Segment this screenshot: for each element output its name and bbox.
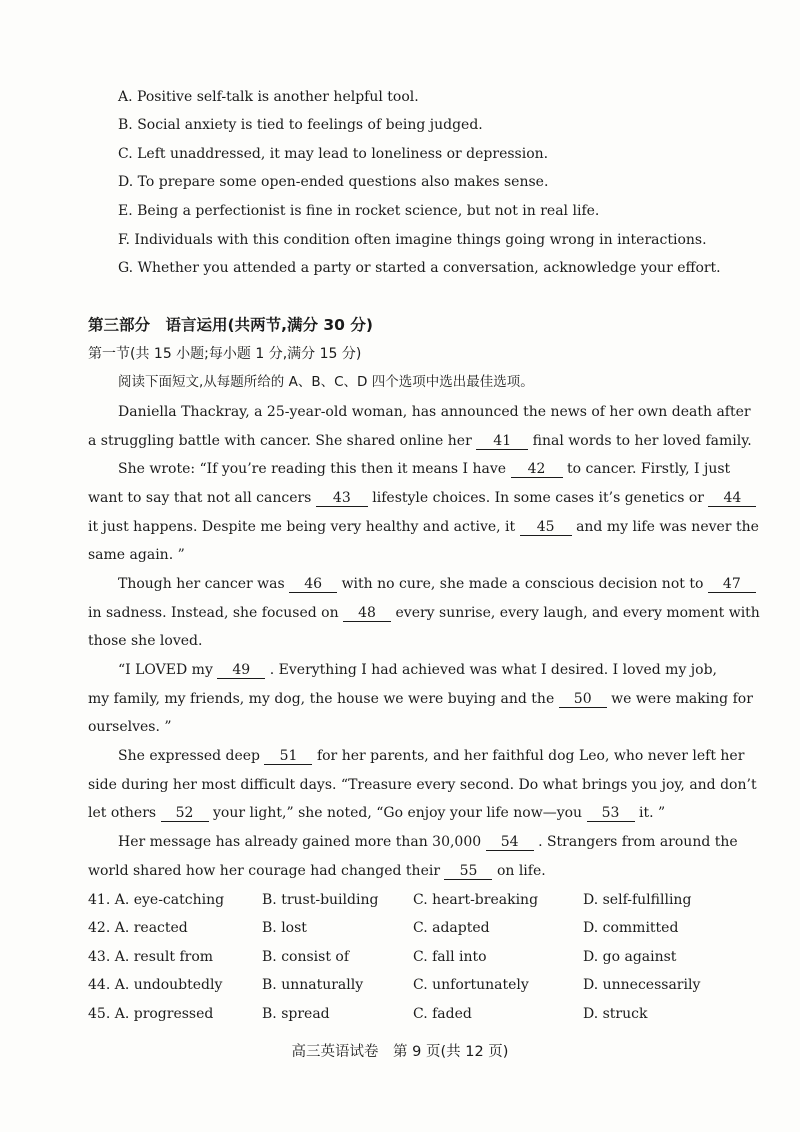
instruction: 阅读下面短文,从每题所给的 A、B、C、D 四个选项中选出最佳选项。 xyxy=(118,374,534,390)
blank-49: 49 xyxy=(217,662,265,679)
option-e: E. Being a perfectionist is fine in rocket science, but not in real life. xyxy=(118,203,600,219)
passage-line: my family, my friends, my dog, the house we were buying and the 50 we were making for xyxy=(88,691,753,707)
option-f: F. Individuals with this condition often imagine things going wrong in interactions. xyxy=(118,232,707,248)
blank-51: 51 xyxy=(264,748,312,765)
passage-line: She expressed deep 51 for her parents, and her faithful dog Leo, who never left her xyxy=(118,748,745,764)
blank-42: 42 xyxy=(511,461,563,478)
passage-line: want to say that not all cancers 43 lifestyle choices. In some cases it’s genetics or 44 xyxy=(88,488,756,508)
blank-41: 41 xyxy=(476,433,528,450)
blank-52: 52 xyxy=(161,805,209,822)
passage-line: ourselves. ” xyxy=(88,719,172,735)
choice-a: 41. A. eye-catching xyxy=(88,892,225,908)
choice-d: D. go against xyxy=(583,949,677,965)
part-heading: 第三部分 语言运用(共两节,满分 30 分) xyxy=(88,316,373,334)
choice-c: C. heart-breaking xyxy=(413,892,539,908)
choice-d: D. committed xyxy=(583,920,679,936)
passage-line: those she loved. xyxy=(88,633,203,649)
option-g: G. Whether you attended a party or started a conversation, acknowledge your effort. xyxy=(118,260,721,276)
choice-a: 44. A. undoubtedly xyxy=(88,977,223,993)
choice-a: 42. A. reacted xyxy=(88,920,188,936)
choice-b: B. consist of xyxy=(262,949,350,965)
blank-48: 48 xyxy=(343,605,391,622)
choice-b: B. unnaturally xyxy=(262,977,364,993)
choice-a: 43. A. result from xyxy=(88,949,214,965)
choice-b: B. trust-building xyxy=(262,892,379,908)
page-footer: 高三英语试卷 第 9 页(共 12 页) xyxy=(291,1044,509,1060)
choice-c: C. unfortunately xyxy=(413,977,529,993)
option-d: D. To prepare some open-ended questions also makes sense. xyxy=(118,174,549,190)
passage-line: a struggling battle with cancer. She shared online her 41 final words to her loved family. xyxy=(88,433,752,449)
choice-c: C. fall into xyxy=(413,949,487,965)
section-heading: 第一节(共 15 小题;每小题 1 分,满分 15 分) xyxy=(88,346,362,362)
passage-line: same again. ” xyxy=(88,547,185,563)
blank-53: 53 xyxy=(587,805,635,822)
blank-55: 55 xyxy=(444,863,492,880)
passage-line: Though her cancer was 46 with no cure, she made a conscious decision not to 47 xyxy=(118,574,756,594)
choice-c: C. faded xyxy=(413,1006,472,1022)
choice-b: B. spread xyxy=(262,1006,330,1022)
blank-44: 44 xyxy=(708,490,756,507)
choice-a: 45. A. progressed xyxy=(88,1006,214,1022)
option-b: B. Social anxiety is tied to feelings of being judged. xyxy=(118,117,483,133)
passage-line: side during her most difficult days. “Treasure every second. Do what brings you joy, and don’t xyxy=(88,777,757,793)
passage-line: let others 52 your light,” she noted, “Go enjoy your life now—you 53 it. ” xyxy=(88,805,666,821)
blank-47: 47 xyxy=(708,576,756,593)
option-c: C. Left unaddressed, it may lead to loneliness or depression. xyxy=(118,146,549,162)
blank-46: 46 xyxy=(289,576,337,593)
passage-line: “I LOVED my 49 . Everything I had achieved was what I desired. I loved my job, xyxy=(118,662,717,678)
choice-d: D. unnecessarily xyxy=(583,977,701,993)
blank-43: 43 xyxy=(316,490,368,507)
blank-45: 45 xyxy=(520,519,572,536)
blank-54: 54 xyxy=(486,834,534,851)
passage-line: in sadness. Instead, she focused on 48 every sunrise, every laugh, and every moment with xyxy=(88,605,760,621)
passage-line: it just happens. Despite me being very healthy and active, it 45 and my life was never the xyxy=(88,519,759,535)
blank-50: 50 xyxy=(559,691,607,708)
choice-d: D. struck xyxy=(583,1006,648,1022)
option-a: A. Positive self-talk is another helpful tool. xyxy=(118,89,419,105)
choice-d: D. self-fulfilling xyxy=(583,892,692,908)
choice-b: B. lost xyxy=(262,920,307,936)
passage-line: She wrote: “If you’re reading this then it means I have 42 to cancer. Firstly, I just xyxy=(118,461,731,477)
choice-c: C. adapted xyxy=(413,920,490,936)
passage-line: world shared how her courage had changed their 55 on life. xyxy=(88,863,546,879)
passage-line: Daniella Thackray, a 25-year-old woman, has announced the news of her own death after xyxy=(118,404,751,420)
passage-line: Her message has already gained more than 30,000 54 . Strangers from around the xyxy=(118,834,738,850)
